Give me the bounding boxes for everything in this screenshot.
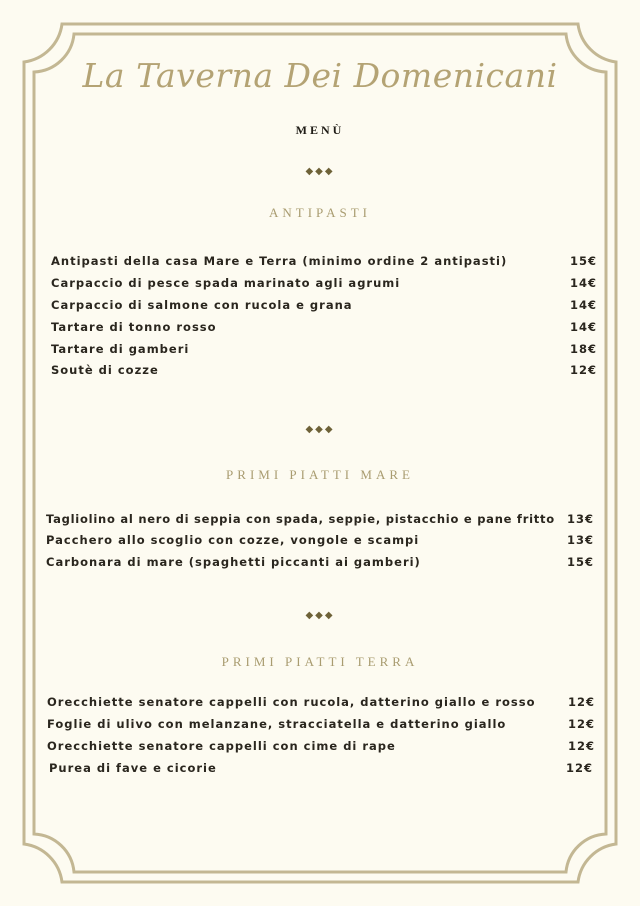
restaurant-title: La Taverna Dei Domenicani [82,56,558,95]
menu-item-price: 14€ [569,298,597,312]
menu-item-name: Foglie di ulivo con melanzane, stracciatella e datterino giallo [47,717,507,731]
ornament-diamonds: ◆◆◆ [305,166,335,177]
menu-item-price: 13€ [566,533,594,547]
ornament-diamonds: ◆◆◆ [305,610,335,621]
menu-item-price: 18€ [569,342,597,356]
section-title-antipasti: ANTIPASTI [269,205,371,220]
menu-heading: MENÙ [295,123,345,137]
section-title-primi-mare: PRIMI PIATTI MARE [226,467,414,482]
menu-item-price: 13€ [566,512,594,526]
menu-item-price: 15€ [569,254,597,268]
menu-item-name: Tartare di tonno rosso [51,320,217,334]
menu-item-name: Purea di fave e cicorie [49,761,217,775]
menu-item-name: Carbonara di mare (spaghetti piccanti ai gamberi) [46,555,421,569]
menu-item-price: 15€ [566,555,594,569]
section-title-primi-terra: PRIMI PIATTI TERRA [221,654,419,669]
menu-item-price: 12€ [567,717,595,731]
menu-item-name: Pacchero allo scoglio con cozze, vongole e scampi [46,533,420,547]
menu-item-price: 12€ [565,761,593,775]
menu-item-name: Carpaccio di salmone con rucola e grana [51,298,353,312]
menu-item-name: Orecchiette senatore cappelli con cime di rape [47,739,396,753]
menu-item-price: 12€ [567,695,595,709]
menu-item-name: Orecchiette senatore cappelli con rucola, datterino giallo e rosso [47,695,536,709]
menu-item-price: 12€ [567,739,595,753]
menu-item-name: Tartare di gamberi [51,342,190,356]
menu-item-name: Antipasti della casa Mare e Terra (minimo ordine 2 antipasti) [51,254,508,268]
menu-item-name: Tagliolino al nero di seppia con spada, seppie, pistacchio e pane fritto [46,512,555,526]
ornament-diamonds: ◆◆◆ [305,424,335,435]
menu-item-price: 14€ [569,320,597,334]
menu-item-name: Carpaccio di pesce spada marinato agli agrumi [51,276,401,290]
menu-item-name: Soutè di cozze [51,363,159,377]
menu-item-price: 14€ [569,276,597,290]
menu-item-price: 12€ [569,363,597,377]
